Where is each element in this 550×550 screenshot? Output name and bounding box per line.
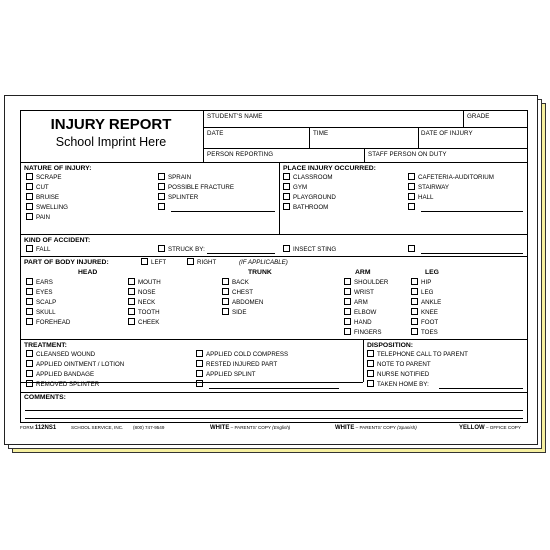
- checkbox-stairway[interactable]: STAIRWAY: [408, 184, 449, 192]
- header-divider: [203, 111, 204, 162]
- time-field[interactable]: TIME: [313, 130, 329, 137]
- checkbox-cold-compress[interactable]: APPLIED COLD COMPRESS: [196, 351, 288, 359]
- taken-home-by-line[interactable]: [439, 388, 523, 389]
- checkbox-fingers[interactable]: FINGERS: [344, 329, 382, 337]
- checkbox-pain[interactable]: PAIN: [26, 214, 50, 222]
- struck-by-line[interactable]: [207, 253, 275, 254]
- checkbox-scalp[interactable]: SCALP: [26, 299, 56, 307]
- trunk-title: TRUNK: [248, 269, 272, 276]
- leg-title: LEG: [425, 269, 439, 276]
- checkbox-mouth[interactable]: MOUTH: [128, 279, 161, 287]
- checkbox-hall[interactable]: HALL: [408, 194, 433, 202]
- checkbox-applied-ointment[interactable]: APPLIED OINTMENT / LOTION: [26, 361, 124, 369]
- body-bottom-line: [21, 339, 527, 340]
- arm-title: ARM: [355, 269, 371, 276]
- checkbox-bruise[interactable]: BRUISE: [26, 194, 59, 202]
- checkbox-right[interactable]: RIGHT: [187, 259, 216, 267]
- checkbox-chest[interactable]: CHEST: [222, 289, 253, 297]
- accident-bottom-line: [21, 256, 527, 257]
- checkbox-foot[interactable]: FOOT: [411, 319, 438, 327]
- company-name: SCHOOL SERVICE, INC.: [71, 425, 124, 430]
- checkbox-removed-splinter[interactable]: REMOVED SPLINTER: [26, 381, 99, 389]
- checkbox-skull[interactable]: SKULL: [26, 309, 56, 317]
- header-bottom-line: [21, 162, 527, 163]
- date-of-injury-divider: [418, 127, 419, 148]
- checkbox-cheek[interactable]: CHEEK: [128, 319, 159, 327]
- checkbox-fall[interactable]: FALL: [26, 246, 50, 254]
- checkbox-applied-bandage[interactable]: APPLIED BANDAGE: [26, 371, 94, 379]
- checkbox-splinter[interactable]: SPLINTER: [158, 194, 198, 202]
- treatment-split-line: [21, 382, 363, 383]
- checkbox-abdomen[interactable]: ABDOMEN: [222, 299, 263, 307]
- checkbox-sprain[interactable]: SPRAIN: [158, 174, 191, 182]
- checkbox-insect-sting[interactable]: INSECT STING: [283, 246, 336, 254]
- comments-top-line: [21, 392, 527, 393]
- checkbox-arm[interactable]: ARM: [344, 299, 368, 307]
- checkbox-leg[interactable]: LEG: [411, 289, 433, 297]
- checkbox-taken-home-by[interactable]: TAKEN HOME BY:: [367, 381, 429, 389]
- checkbox-hand[interactable]: HAND: [344, 319, 372, 327]
- checkbox-cleansed-wound[interactable]: CLEANSED WOUND: [26, 351, 95, 359]
- checkbox-forehead[interactable]: FOREHEAD: [26, 319, 70, 327]
- person-reporting-field[interactable]: PERSON REPORTING: [207, 151, 274, 158]
- checkbox-gym[interactable]: GYM: [283, 184, 307, 192]
- accident-other-line[interactable]: [421, 253, 523, 254]
- checkbox-note-to-parent[interactable]: NOTE TO PARENT: [367, 361, 431, 369]
- checkbox-knee[interactable]: KNEE: [411, 309, 438, 317]
- checkbox-toes[interactable]: TOES: [411, 329, 438, 337]
- injury-report-form: [20, 110, 528, 423]
- form-title: INJURY REPORT: [50, 116, 172, 133]
- date-field[interactable]: DATE: [207, 130, 224, 137]
- checkbox-cut[interactable]: CUT: [26, 184, 49, 192]
- checkbox-neck[interactable]: NECK: [128, 299, 155, 307]
- checkbox-back[interactable]: BACK: [222, 279, 249, 287]
- company-phone: (800) 747-9549: [133, 425, 165, 430]
- form-sheet: [4, 95, 538, 445]
- checkbox-classroom[interactable]: CLASSROOM: [283, 174, 333, 182]
- checkbox-hip[interactable]: HIP: [411, 279, 431, 287]
- checkbox-scrape[interactable]: SCRAPE: [26, 174, 61, 182]
- checkbox-swelling[interactable]: SWELLING: [26, 204, 68, 212]
- treatment-heading: TREATMENT:: [24, 342, 67, 349]
- treatment-other-line[interactable]: [209, 388, 339, 389]
- header-row-line: [203, 148, 527, 149]
- nature-heading: NATURE OF INJURY:: [24, 165, 92, 172]
- student-name-field[interactable]: STUDENT'S NAME: [207, 113, 263, 120]
- nature-bottom-line: [21, 234, 527, 235]
- checkbox-playground[interactable]: PLAYGROUND: [283, 194, 336, 202]
- comments-line[interactable]: [25, 410, 523, 411]
- place-heading: PLACE INJURY OCCURRED:: [283, 165, 376, 172]
- checkbox-left[interactable]: LEFT: [141, 259, 166, 267]
- accident-heading: KIND OF ACCIDENT:: [24, 237, 91, 244]
- staff-on-duty-field[interactable]: STAFF PERSON ON DUTY: [368, 151, 447, 158]
- section-divider: [279, 162, 280, 234]
- checkbox-shoulder[interactable]: SHOULDER: [344, 279, 388, 287]
- disposition-heading: DISPOSITION:: [367, 342, 414, 349]
- checkbox-elbow[interactable]: ELBOW: [344, 309, 376, 317]
- staff-divider: [364, 148, 365, 162]
- checkbox-applied-splint[interactable]: APPLIED SPLINT: [196, 371, 256, 379]
- grade-field[interactable]: GRADE: [467, 113, 490, 120]
- copy-spanish-label: WHITE – PARENTS' COPY (Spanish): [335, 425, 417, 431]
- checkbox-telephone-parent[interactable]: TELEPHONE CALL TO PARENT: [367, 351, 468, 359]
- checkbox-rested-injured-part[interactable]: RESTED INJURED PART: [196, 361, 277, 369]
- checkbox-tooth[interactable]: TOOTH: [128, 309, 160, 317]
- form-number: FORM 112NS1: [20, 425, 57, 431]
- time-divider: [309, 127, 310, 148]
- checkbox-bathroom[interactable]: BATHROOM: [283, 204, 328, 212]
- header-row-line: [203, 127, 527, 128]
- checkbox-possible-fracture[interactable]: POSSIBLE FRACTURE: [158, 184, 234, 192]
- checkbox-ears[interactable]: EARS: [26, 279, 53, 287]
- checkbox-struck-by[interactable]: STRUCK BY:: [158, 246, 205, 254]
- copy-english-label: WHITE – PARENTS' COPY (English): [210, 425, 291, 431]
- comments-heading: COMMENTS:: [24, 394, 66, 401]
- disposition-divider: [363, 339, 364, 382]
- if-applicable-note: (IF APPLICABLE): [239, 259, 288, 266]
- checkbox-place-other[interactable]: [408, 204, 418, 212]
- comments-line[interactable]: [25, 418, 523, 419]
- checkbox-ankle[interactable]: ANKLE: [411, 299, 441, 307]
- checkbox-nose[interactable]: NOSE: [128, 289, 156, 297]
- copy-office-label: YELLOW – OFFICE COPY: [459, 425, 521, 431]
- grade-divider: [463, 111, 464, 127]
- checkbox-nurse-notified[interactable]: NURSE NOTIFIED: [367, 371, 429, 379]
- school-imprint: School Imprint Here: [55, 135, 167, 149]
- nature-other-line[interactable]: [171, 211, 275, 212]
- body-heading: PART OF BODY INJURED:: [24, 259, 109, 266]
- checkbox-accident-other[interactable]: [408, 246, 418, 254]
- checkbox-side[interactable]: SIDE: [222, 309, 246, 317]
- checkbox-cafeteria-auditorium[interactable]: CAFETERIA-AUDITORIUM: [408, 174, 494, 182]
- checkbox-nature-other[interactable]: [158, 204, 168, 212]
- date-of-injury-field[interactable]: DATE OF INJURY: [421, 130, 473, 137]
- head-title: HEAD: [78, 269, 98, 276]
- checkbox-eyes[interactable]: EYES: [26, 289, 53, 297]
- checkbox-wrist[interactable]: WRIST: [344, 289, 374, 297]
- place-other-line[interactable]: [421, 211, 523, 212]
